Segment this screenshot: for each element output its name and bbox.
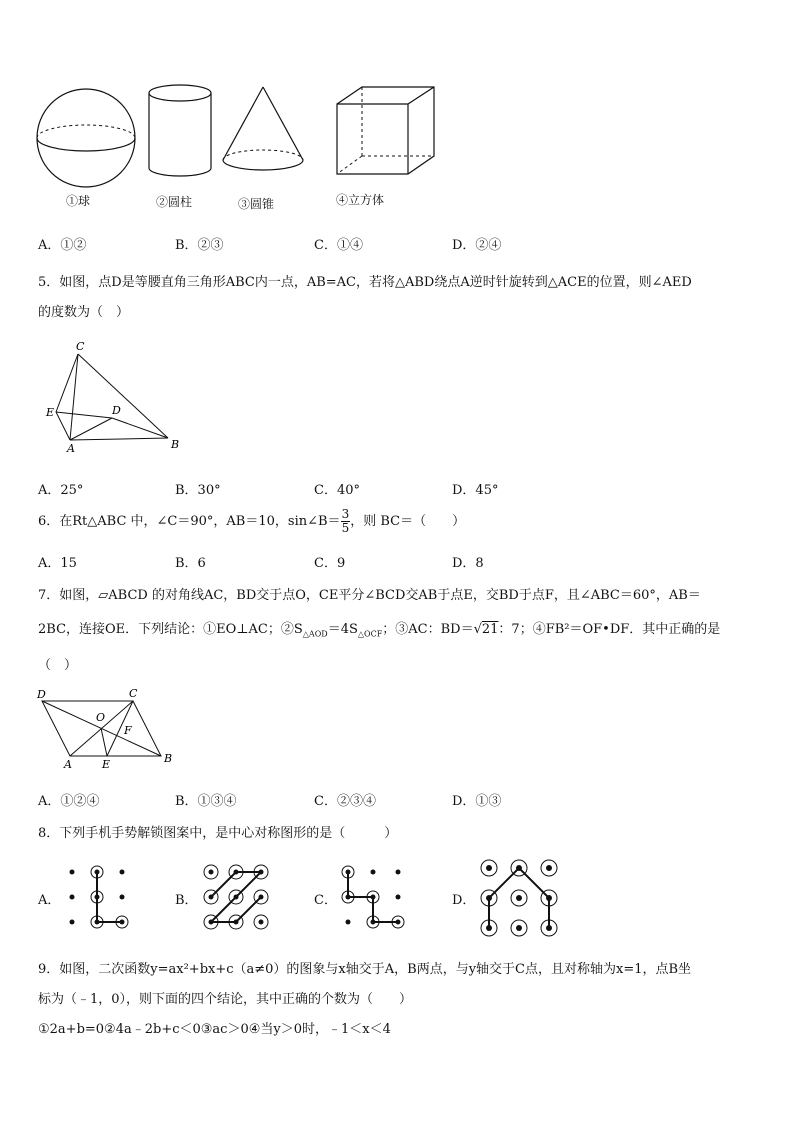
q8-stem: 8．下列手机手势解锁图案中，是中心对称图形的是（ ） xyxy=(38,826,398,841)
q6-frac-num: 3 xyxy=(341,507,350,521)
q6-text-before: 6．在Rt△ABC 中，∠C＝90°，AB＝10，sin∠B＝ xyxy=(38,514,341,529)
q6-text-after: ，则 BC＝（ ） xyxy=(350,514,466,529)
q5-label-b: B xyxy=(171,438,180,451)
q9-stem-line3: ①2a+b=0②4a﹣2b+c＜0③ac＞0④当y＞0时，﹣1＜x＜4 xyxy=(38,1022,391,1037)
q8-pattern-a[interactable] xyxy=(62,864,132,930)
q7-label-b: B xyxy=(164,752,173,765)
q8-option-b[interactable]: B． xyxy=(175,893,198,908)
caption-cube: ④立方体 xyxy=(336,193,385,207)
q9-stem-line2: 标为（﹣1，0），则下面的四个结论，其中正确的个数为（ ） xyxy=(38,992,413,1007)
q5-label-e: E xyxy=(46,406,55,419)
q7-parallelogram-figure xyxy=(36,686,186,772)
caption-cylinder: ②圆柱 xyxy=(156,195,193,209)
q5-label-a: A xyxy=(67,442,75,455)
q8-pattern-d[interactable] xyxy=(476,856,562,940)
q6-option-b[interactable]: B．6 xyxy=(175,556,206,571)
q5-triangle-figure xyxy=(40,340,190,455)
q6-option-a[interactable]: A．15 xyxy=(38,556,77,571)
q4-option-c[interactable]: C．①④ xyxy=(314,238,363,253)
q4-option-a[interactable]: A．①② xyxy=(38,238,87,253)
q9-stem-line1: 9．如图，二次函数y=ax²+bx+c（a≠0）的图象与x轴交于A，B两点，与y轴交于C点，且对称轴为x=1，点B坐 xyxy=(38,962,692,977)
q7-sub-aod: △AOD xyxy=(302,629,328,639)
q5-option-c[interactable]: C．40° xyxy=(314,483,360,498)
q7-stem-line2 xyxy=(38,618,720,639)
q6-stem xyxy=(38,508,465,535)
q7-label-c: C xyxy=(129,687,138,700)
q8-option-d[interactable]: D． xyxy=(452,893,476,908)
q8-pattern-c[interactable] xyxy=(338,862,410,930)
q7-stem-line3: （ ） xyxy=(38,658,78,673)
q6-fraction xyxy=(341,508,351,535)
q7-label-e: E xyxy=(102,758,111,771)
q4-option-b[interactable]: B．②③ xyxy=(175,238,224,253)
q7-stem-line1: 7．如图，▱ABCD 的对角线AC，BD交于点O，CE平分∠BCD交AB于点E，交BD于点F，且∠ABC＝60°，AB＝ xyxy=(38,588,701,603)
q7-label-a: A xyxy=(64,758,72,771)
cylinder-figure xyxy=(148,84,214,180)
q7-label-d: D xyxy=(37,688,46,701)
caption-cone: ③圆锥 xyxy=(238,197,275,211)
q5-stem-line2: 的度数为（ ） xyxy=(38,305,130,320)
q6-frac-den: 5 xyxy=(341,521,350,535)
q4-option-d[interactable]: D．②④ xyxy=(452,238,502,253)
q8-option-a[interactable]: A． xyxy=(38,893,61,908)
q5-option-d[interactable]: D．45° xyxy=(452,483,499,498)
q5-stem-line1: 5．如图，点D是等腰直角三角形ABC内一点，AB=AC，若将△ABD绕点A逆时针旋转到△ACE的位置，则∠AED xyxy=(38,275,692,290)
q7-option-d[interactable]: D．①③ xyxy=(452,794,502,809)
q7-label-f: F xyxy=(124,724,132,737)
q5-label-d: D xyxy=(112,404,121,417)
q7-text-d: ：7；④FB²＝OF•DF．其中正确的是 xyxy=(498,622,721,637)
q7-text-c: ；③AC：BD＝ xyxy=(382,622,474,637)
q5-option-b[interactable]: B．30° xyxy=(175,483,221,498)
q7-option-a[interactable]: A．①②④ xyxy=(38,794,100,809)
cone-figure xyxy=(222,86,304,186)
q5-option-a[interactable]: A．25° xyxy=(38,483,84,498)
q5-label-c: C xyxy=(76,340,85,353)
sqrt-icon: √ xyxy=(473,622,482,637)
q7-text-b: ＝4S xyxy=(327,622,358,637)
cube-figure xyxy=(336,86,436,178)
caption-sphere: ①球 xyxy=(66,194,91,208)
q7-option-b[interactable]: B．①③④ xyxy=(175,794,237,809)
q7-label-o: O xyxy=(96,711,106,724)
q8-pattern-b[interactable] xyxy=(200,862,272,930)
q7-option-c[interactable]: C．②③④ xyxy=(314,794,376,809)
q6-option-d[interactable]: D．8 xyxy=(452,556,484,571)
q8-option-c[interactable]: C． xyxy=(314,893,337,908)
q7-sqrt-value: 21 xyxy=(481,622,499,637)
sphere-figure xyxy=(36,88,140,192)
q7-text-a: 2BC，连接OE．下列结论：①EO⊥AC；②S xyxy=(38,622,303,637)
q6-option-c[interactable]: C．9 xyxy=(314,556,346,571)
q7-sub-ocf: △OCF xyxy=(357,629,383,639)
